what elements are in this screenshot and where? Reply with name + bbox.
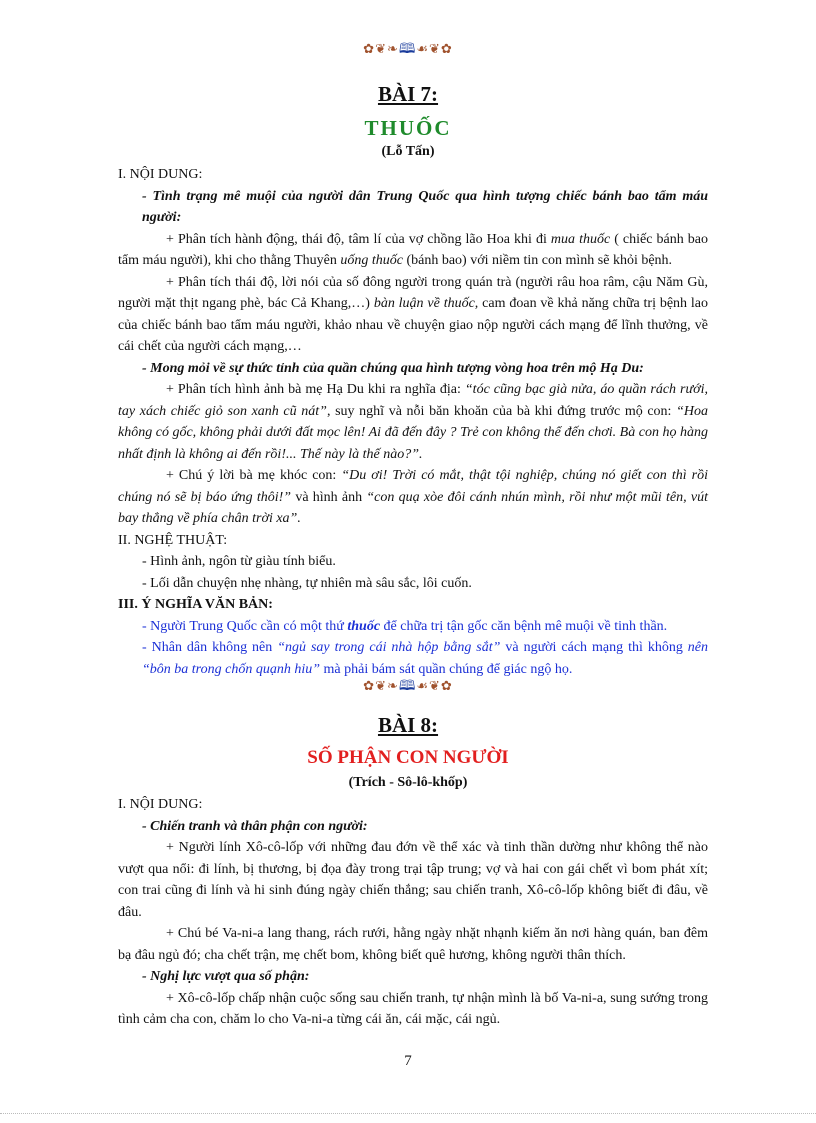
section-content-heading: I. NỘI DUNG: [118,167,203,182]
meaning-item: - Nhân dân không nên “ngủ say trong cái nhà hộp bằng sắt” và người cách mạng thì không nên “bôn ba trong chốn quạnh hiu” mà phải bám sát quần chúng để giác ngộ họ. [142,640,708,677]
lesson-7-content [118,164,708,680]
lesson-8-author: (Trích - Sô-lô-khốp) [348,775,468,790]
art-item: - Lối dẫn chuyện nhẹ nhàng, tự nhiên mà sâu sắc, lôi cuốn. [142,575,472,591]
paragraph: + Người lính Xô-cô-lốp với những đau đớn về thể xác và tinh thần dường như không thể nào vượt qua nổi: đi lính, bị thương, bị đọa đày trong trại tập trung; vợ và hai con gái chết vì bom phát xít; con trai cũng đi lính và hi sinh đúng ngày chiến thắng; sau chiến tranh, Xô-cô-lốp không biết đi đâu, về đâu. [118,840,708,920]
section-art-heading: II. NGHỆ THUẬT: [118,532,228,548]
section-meaning-heading: III. Ý NGHĨA VĂN BẢN: [118,597,273,612]
paragraph: + Phân tích hình ảnh bà mẹ Hạ Du khi ra nghĩa địa: “tóc cũng bạc già nửa, áo quần rách rưới, tay xách chiếc giỏ son xanh cũ nát”, suy nghĩ và nỗi băn khoăn của bà khi đứng trước mộ con: “Hoa không có gốc, không phải dưới đất mọc lên! Ai đã đến đây ? Trẻ con không thể đến chơi. Bà con họ hàng nhất định là không ai đến rồi!... Thế này là thế nào?”. [118,382,709,462]
lesson-7-number: BÀI 7: [377,82,439,106]
ornament-left: ✿❦❧ [363,678,399,693]
paragraph: + Phân tích thái độ, lời nói của số đông người trong quán trà (người râu hoa râm, cậu Năm Gù, người mặt thịt ngang phè, bác Cả Khang,…) bàn luận về thuốc, cam đoan về khả năng chữa trị bệnh lao của chiếc bánh bao tẩm máu người, khảo nhau về chuyện giao nộp người cách mạng để lĩnh thưởng, về cái chết của người cách mạng,… [118,274,708,354]
paragraph: + Chú ý lời bà mẹ khóc con: “Du ơi! Trời có mắt, thật tội nghiệp, chúng nó giết con thì rồi chúng nó sẽ bị báo ứng thôi!” và hình ảnh “con quạ xòe đôi cánh nhún mình, rồi như một mũi tên, vút bay thẳng về phía chân trời xa”. [118,468,708,526]
meaning-item: - Người Trung Quốc cần có một thứ thuốc để chữa trị tận gốc căn bệnh mê muội về tinh thần. [142,618,668,634]
subheading-bread: - Tình trạng mê muội của người dân Trung Quốc qua hình tượng chiếc bánh bao tẩm máu người: [142,188,708,225]
ornament-right: ☙❦✿ [416,41,453,56]
book-icon: 🕮 [398,42,417,57]
page-bottom-border [0,1113,816,1114]
ornament-divider [0,675,816,699]
ornament-divider [0,38,816,62]
paragraph: + Xô-cô-lốp chấp nhận cuộc sống sau chiến tranh, tự nhận mình là bố Va-ni-a, sung sướng trong tình cảm cha con, chăm lo cho Va-ni-a từng cái ăn, cái mặc, cái ngủ. [118,990,708,1027]
ornament-left: ✿❦❧ [363,41,399,56]
lesson-8-number: BÀI 8: [377,713,439,737]
subheading-will: - Nghị lực vượt qua số phận: [142,969,310,984]
paragraph: + Phân tích hành động, thái độ, tâm lí của vợ chồng lão Hoa khi đi mua thuốc ( chiếc bánh bao tẩm máu người), khi cho thằng Thuyên uống thuốc (bánh bao) với niềm tin con mình sẽ khỏi bệnh. [118,231,708,268]
page-number: 7 [404,1053,412,1069]
lesson-7-title: THUỐC [364,116,452,140]
subheading-wreath: - Mong mỏi về sự thức tỉnh của quần chúng qua hình tượng vòng hoa trên mộ Hạ Du: [142,360,644,376]
paragraph: + Chú bé Va-ni-a lang thang, rách rưới, hằng ngày nhặt nhạnh kiếm ăn nơi hàng quán, ban đêm bạ đâu ngủ đó; cha chết trận, mẹ chết bom, không biết quê hương, không người thân thích. [118,926,708,963]
lesson-7-author: (Lỗ Tấn) [381,144,435,159]
lesson-8-title: SỐ PHẬN CON NGƯỜI [307,747,509,768]
ornament-right: ☙❦✿ [416,678,453,693]
subheading-war: - Chiến tranh và thân phận con người: [142,818,368,834]
lesson-8-content [118,794,708,1031]
section-content-heading: I. NỘI DUNG: [118,797,203,812]
book-icon: 🕮 [398,679,417,694]
art-item: - Hình ảnh, ngôn từ giàu tính biểu. [142,554,336,569]
